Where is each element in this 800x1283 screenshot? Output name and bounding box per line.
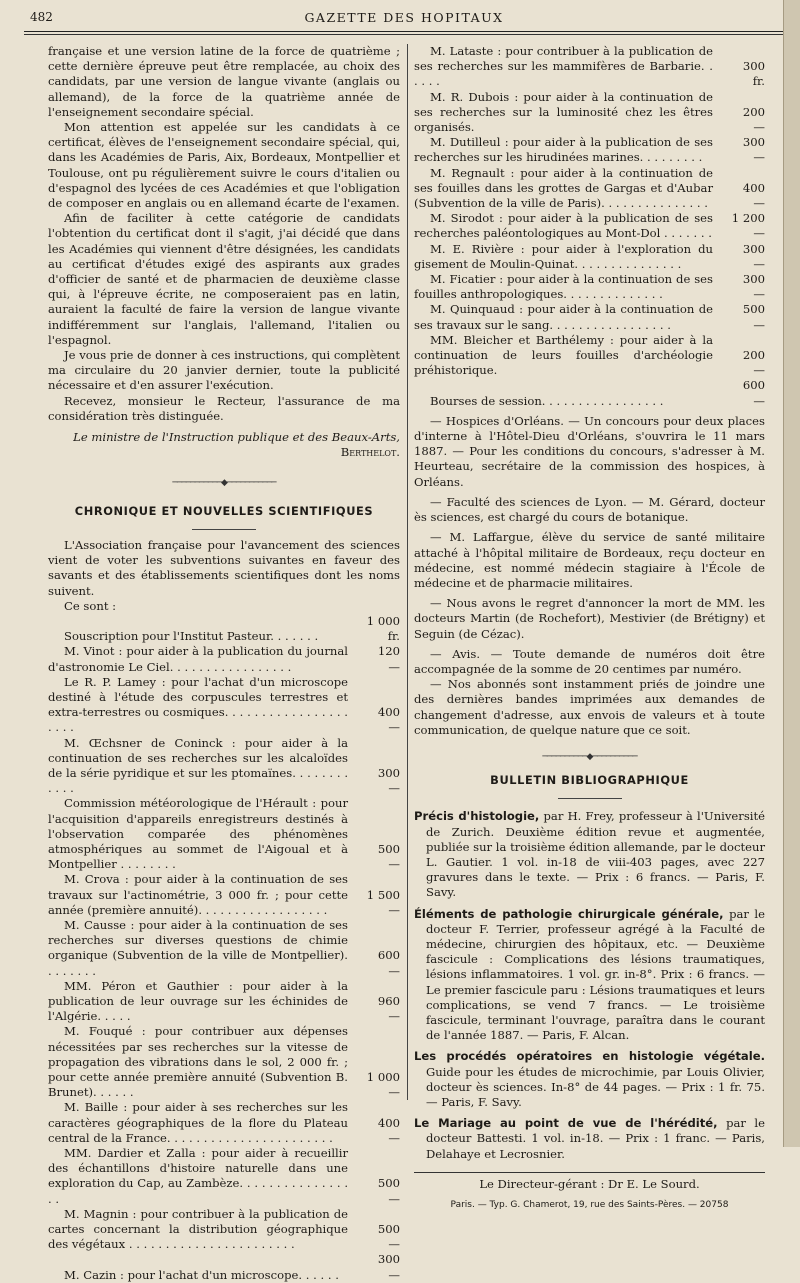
grant-amount: 1 000 fr. bbox=[366, 613, 400, 644]
ce-sont-label: Ce sont : bbox=[64, 598, 117, 613]
biblio-title: Éléments de pathologie chirurgicale générale, bbox=[414, 906, 724, 921]
header-rule bbox=[24, 31, 784, 32]
grant-amount: 600 — bbox=[377, 948, 400, 978]
right-column bbox=[414, 44, 765, 1213]
gerant-line: Le Directeur-gérant : Dr E. Le Sourd. bbox=[414, 1172, 765, 1192]
grant-row bbox=[48, 675, 400, 736]
bibliography-list bbox=[414, 809, 765, 1161]
adjacent-page-edge bbox=[783, 0, 800, 1147]
news-item: — Avis. — Toute demande de numéros doit être accompagnée de la somme de 20 centimes par numéro. bbox=[414, 646, 765, 676]
grant-row bbox=[414, 90, 765, 136]
biblio-entry bbox=[414, 907, 765, 1044]
grant-text: M. Sirodot : pour aider à la publication de ses recherches paléontologiques au Mont-Dol . . . . . . . bbox=[414, 211, 713, 241]
grant-text: M. Magnin : pour contribuer à la publication de cartes concernant la distribution géographique des végétaux . . . . . . . . . . . . . . . . . . . . . . . bbox=[48, 1206, 348, 1252]
biblio-title: Le Mariage au point de vue de l'hérédité, bbox=[414, 1116, 718, 1131]
biblio-entry bbox=[414, 809, 765, 900]
grants-list-continued bbox=[414, 44, 765, 409]
news-item: — Nos abonnés sont instamment priés de joindre une des dernières bandes imprimées aux demandes de changement d'adresse, aux envois de valeurs et à toute communication, de quelque nature que ce soit. bbox=[414, 677, 765, 737]
grant-row bbox=[48, 979, 400, 1025]
column-divider bbox=[407, 44, 408, 1100]
grant-amount: 120 — bbox=[377, 644, 400, 674]
grant-text: M. Dutilleul : pour aider à la publication de ses recherches sur les hirudinées marines. . . . . . . . . bbox=[414, 135, 713, 165]
grant-amount: 1 000 — bbox=[366, 1070, 400, 1100]
grant-text: Le R. P. Lamey : pour l'achat d'un microscope destiné à l'étude des corpuscules terrestres et extra-terrestres ou cosmiques. . . . . . . . . . . . . . . . . . . . . bbox=[48, 674, 348, 735]
grant-text: M. Crova : pour aider à la continuation de ses travaux sur l'actinométrie, 3 000 fr. ; pour cette année (première annuité). . . . . . . . . . . . . . . . . . bbox=[48, 872, 348, 917]
grant-text: M. Regnault : pour aider à la continuation de ses fouilles dans les grottes de Gargas et d'Aubar (Subvention de la ville de Paris). . . . . . . . . . . . . . . bbox=[414, 165, 713, 211]
grant-row bbox=[414, 166, 765, 212]
grant-text: M. Fouqué : pour contribuer aux dépenses nécessitées par ses recherches sur la vitesse de propagation des vibrations dans le sol, 2 000 fr. ; pour cette année première annuité (Subvention B. Brunet). . . . . . bbox=[48, 1024, 348, 1100]
grant-amount: 600 — bbox=[742, 378, 765, 408]
grant-row bbox=[414, 211, 765, 241]
grant-text: MM. Dardier et Zalla : pour aider à recueillir des échantillons d'histoire naturelle dans une exploration du Cap, au Zambèze. . . . . . . . . . . . . . . . . bbox=[48, 1146, 348, 1206]
news-item: — M. Laffargue, élève du service de santé militaire attaché à l'hôpital militaire de Bordeaux, reçu docteur en médecine, est nommé médecin stagiaire à l'École de médecine et de pharmacie militaires. bbox=[414, 530, 765, 590]
section-ornament: ──────────◆────────── bbox=[542, 751, 637, 762]
running-title: GAZETTE DES HOPITAUX bbox=[304, 10, 504, 25]
biblio-details: Guide pour les études de microchimie, par Louis Olivier, docteur ès sciences. In-8° de 44 pages. — Prix : 1 fr. 75. — Paris, F. Savy. bbox=[426, 1064, 765, 1109]
grant-text: MM. Bleicher et Barthélemy : pour aider à la continuation de leurs fouilles d'archéologie préhistorique. bbox=[414, 332, 713, 378]
biblio-entry bbox=[414, 1116, 765, 1162]
grant-text: Commission météorologique de l'Hérault : pour l'acquisition d'appareils enregistreurs destinés à l'observation comparée des phénomènes atmosphériques au sommet de l'Aigoual et à Montpellier . . . . . . . . bbox=[48, 796, 348, 872]
grant-row bbox=[48, 736, 400, 797]
grant-text: M. Quinquaud : pour aider à la continuation de ses travaux sur le sang. . . . . . . . . . . . . . . . . bbox=[414, 302, 713, 332]
paragraph: Mon attention est appelée sur les candidats à ce certificat, élèves de l'enseignement secondaire spécial, qui, dans les Académies de Paris, Aix, Bordeaux, Montpellier et Toulouse, ont pu régulièrement suivre le cours d'italien ou d'espagnol des lycées de ces Académies et que l'obligation de composer en anglais ou en allemand écarte de l'examen. bbox=[48, 120, 400, 211]
grant-row bbox=[48, 872, 400, 918]
grant-text: Souscription pour l'Institut Pasteur. . . . . . . bbox=[64, 629, 319, 644]
page-header bbox=[24, 6, 784, 28]
grant-text: MM. Péron et Gauthier : pour aider à la publication de leur ouvrage sur les échinides de l'Algérie. . . . . bbox=[48, 978, 348, 1024]
left-column bbox=[48, 44, 400, 1283]
grant-text: Bourses de session. . . . . . . . . . . . . . . . . bbox=[430, 393, 664, 408]
biblio-title: Les procédés opératoires en histologie végétale. bbox=[414, 1049, 765, 1064]
grant-text: M. Causse : pour aider à la continuation de ses recherches sur diverses questions de chimie organique (Subvention de la ville de Montpellier). . . . . . . . bbox=[48, 917, 348, 978]
biblio-details: par H. Frey, professeur à l'Université de Zurich. Deuxième édition revue et augmentée, publiée sur la troisième édition allemande, par le docteur L. Gautier. 1 vol. in-18 de viii-403 pages, avec 227 gravures dans le texte. — Prix : 6 francs. — Paris, F. Savy. bbox=[426, 809, 765, 900]
grant-amount: 200 — bbox=[742, 348, 765, 378]
grant-row bbox=[414, 302, 765, 332]
biblio-entry bbox=[414, 1049, 765, 1110]
grant-amount: 300 — bbox=[377, 1252, 400, 1282]
grant-amount: 500 — bbox=[377, 1176, 400, 1206]
paragraph: française et une version latine de la force de quatrième ; cette dernière épreuve peut être remplacée, au choix des candidats, par une version de langue vivante (anglais ou allemand), de la force de la quatrième année de l'enseignement secondaire spécial. bbox=[48, 44, 400, 119]
grant-row bbox=[414, 242, 765, 272]
news-item: — Faculté des sciences de Lyon. — M. Gérard, docteur ès sciences, est chargé du cours de botanique. bbox=[414, 494, 765, 525]
grant-text: M. R. Dubois : pour aider à la continuation de ses recherches sur la luminosité chez les êtres organisés. bbox=[414, 89, 713, 135]
grant-row bbox=[48, 1146, 400, 1207]
grant-amount: 400 — bbox=[742, 180, 765, 211]
grant-text: M. E. Rivière : pour aider à l'exploration du gisement de Moulin-Quinat. . . . . . . . . . . . . . . bbox=[414, 241, 713, 271]
grant-text: M. Lataste : pour contribuer à la publication de ses recherches sur les mammifères de Barbarie. . . . . . bbox=[414, 44, 713, 89]
grant-row bbox=[414, 44, 765, 90]
signature-line: Le ministre de l'Instruction publique et des Beaux-Arts, bbox=[73, 430, 400, 445]
grant-amount: 1 500 — bbox=[366, 887, 400, 917]
grant-amount: 300 — bbox=[742, 241, 765, 271]
grant-row bbox=[48, 1207, 400, 1253]
grant-amount: 400 — bbox=[377, 1115, 400, 1145]
printer-imprint: Paris. — Typ. G. Chamerot, 19, rue des Saints-Pères. — 20758 bbox=[450, 1200, 729, 1211]
section-heading-rule bbox=[558, 798, 622, 799]
paragraph: Afin de faciliter à cette catégorie de candidats l'obtention du certificat dont il s'agit, j'ai décidé que dans les Académies qui viennent d'être désignées, les candidats au certificat d'études exigé des aspirants aux grades d'officier de santé et de pharmacien de deuxième classe qui, à l'épreuve écrite, ne composeraient pas en latin, auraient la faculté de faire la version de langue vivante indifféremment sur l'anglais, l'allemand, l'italien ou l'espagnol. bbox=[48, 211, 400, 347]
grant-row bbox=[48, 796, 400, 872]
biblio-title: Précis d'histologie, bbox=[414, 809, 540, 824]
grants-list bbox=[48, 614, 400, 1283]
grant-amount: 300 — bbox=[377, 765, 400, 796]
section-heading-rule bbox=[192, 529, 256, 530]
grant-amount: 300 fr. bbox=[742, 59, 765, 89]
news-item: — Hospices d'Orléans. — Un concours pour deux places d'interne à l'Hôtel-Dieu d'Orléans, s'ouvrira le 11 mars 1887. — Pour les conditions du concours, s'adresser à M. Heurteau, secrétaire de la commission des hospices, à Orléans. bbox=[414, 413, 765, 489]
grant-amount: 500 — bbox=[377, 1222, 400, 1252]
page-number: 482 bbox=[30, 10, 53, 24]
grant-text: M. Cazin : pour l'achat d'un microscope. . . . . . bbox=[64, 1267, 339, 1282]
section-heading-chronique: CHRONIQUE ET NOUVELLES SCIENTIFIQUES bbox=[74, 503, 374, 518]
grant-amount: 400 — bbox=[377, 705, 400, 735]
grant-row bbox=[414, 378, 765, 408]
grant-row bbox=[48, 614, 400, 644]
grant-text: M. Ficatier : pour aider à la continuation de ses fouilles anthropologiques. . . . . . . . . . . . . . bbox=[414, 272, 713, 302]
grant-row bbox=[48, 918, 400, 979]
grant-amount: 300 — bbox=[742, 135, 765, 165]
section-heading-bulletin: BULLETIN BIBLIOGRAPHIQUE bbox=[490, 773, 689, 788]
grant-row bbox=[414, 333, 765, 379]
header-rule-thin bbox=[24, 34, 784, 35]
section-ornament: ───────────◆─────────── bbox=[172, 478, 276, 489]
grant-amount: 500 — bbox=[377, 841, 400, 872]
grant-row bbox=[48, 644, 400, 674]
paragraph: Recevez, monsieur le Recteur, l'assurance de ma considération très distinguée. bbox=[48, 393, 400, 423]
biblio-details: par le docteur Battesti. 1 vol. in-18. — Prix : 1 franc. — Paris, Delahaye et Lecrosnier. bbox=[426, 1116, 765, 1161]
news-item: — Nous avons le regret d'annoncer la mort de MM. les docteurs Martin (de Rochefort), Mestivier (de Brétigny) et Seguin (de Cézac). bbox=[414, 596, 765, 641]
grant-amount: 1 200 — bbox=[731, 211, 765, 241]
biblio-details: par le docteur F. Terrier, professeur agrégé à la Faculté de médecine, chirurgien des hôpitaux, etc. — Deuxième fascicule : Complications des lésions traumatiques, lésions inflammatoires. 1 vol. gr. in-8°. Prix : 6 francs. — Le premier fascicule paru : Lésions traumatiques et leurs complications, se vend 7 francs. — Le troisième fascicule, terminant l'ouvrage, paraîtra dans le courant de l'année 1887. — Paris, F. Alcan. bbox=[426, 906, 766, 1043]
grant-text: M. Œchsner de Coninck : pour aider à la continuation de ses recherches sur les alcaloïdes de la série pyridique et sur les ptomaïnes. . . . . . . . . . . . bbox=[48, 735, 348, 796]
grant-row bbox=[414, 272, 765, 302]
grant-row bbox=[414, 135, 765, 165]
grant-amount: 200 — bbox=[742, 104, 765, 135]
signature-name: Berthelot. bbox=[340, 445, 400, 460]
grant-amount: 960 — bbox=[377, 993, 400, 1024]
grant-row bbox=[48, 1252, 400, 1282]
grant-row bbox=[48, 1024, 400, 1100]
grant-text: M. Baille : pour aider à ses recherches sur les caractères géographiques de la flore du Plateau central de la France. . . . . . . . . . . . . . . . . . . . . . . bbox=[48, 1100, 348, 1145]
grant-row bbox=[48, 1100, 400, 1146]
grant-amount: 300 — bbox=[742, 272, 765, 302]
paragraph: Je vous prie de donner à ces instructions, qui complètent ma circulaire du 20 janvier dernier, toute la publicité nécessaire et d'en assurer l'exécution. bbox=[48, 348, 400, 393]
grant-text: M. Vinot : pour aider à la publication du journal d'astronomie Le Ciel. . . . . . . . . . . . . . . . . bbox=[48, 644, 348, 674]
chronique-intro: L'Association française pour l'avancement des sciences vient de voter les subventions suivantes en faveur des savants et des établissements scientifiques dont les noms suivent. bbox=[48, 537, 400, 598]
grant-amount: 500 — bbox=[742, 302, 765, 332]
